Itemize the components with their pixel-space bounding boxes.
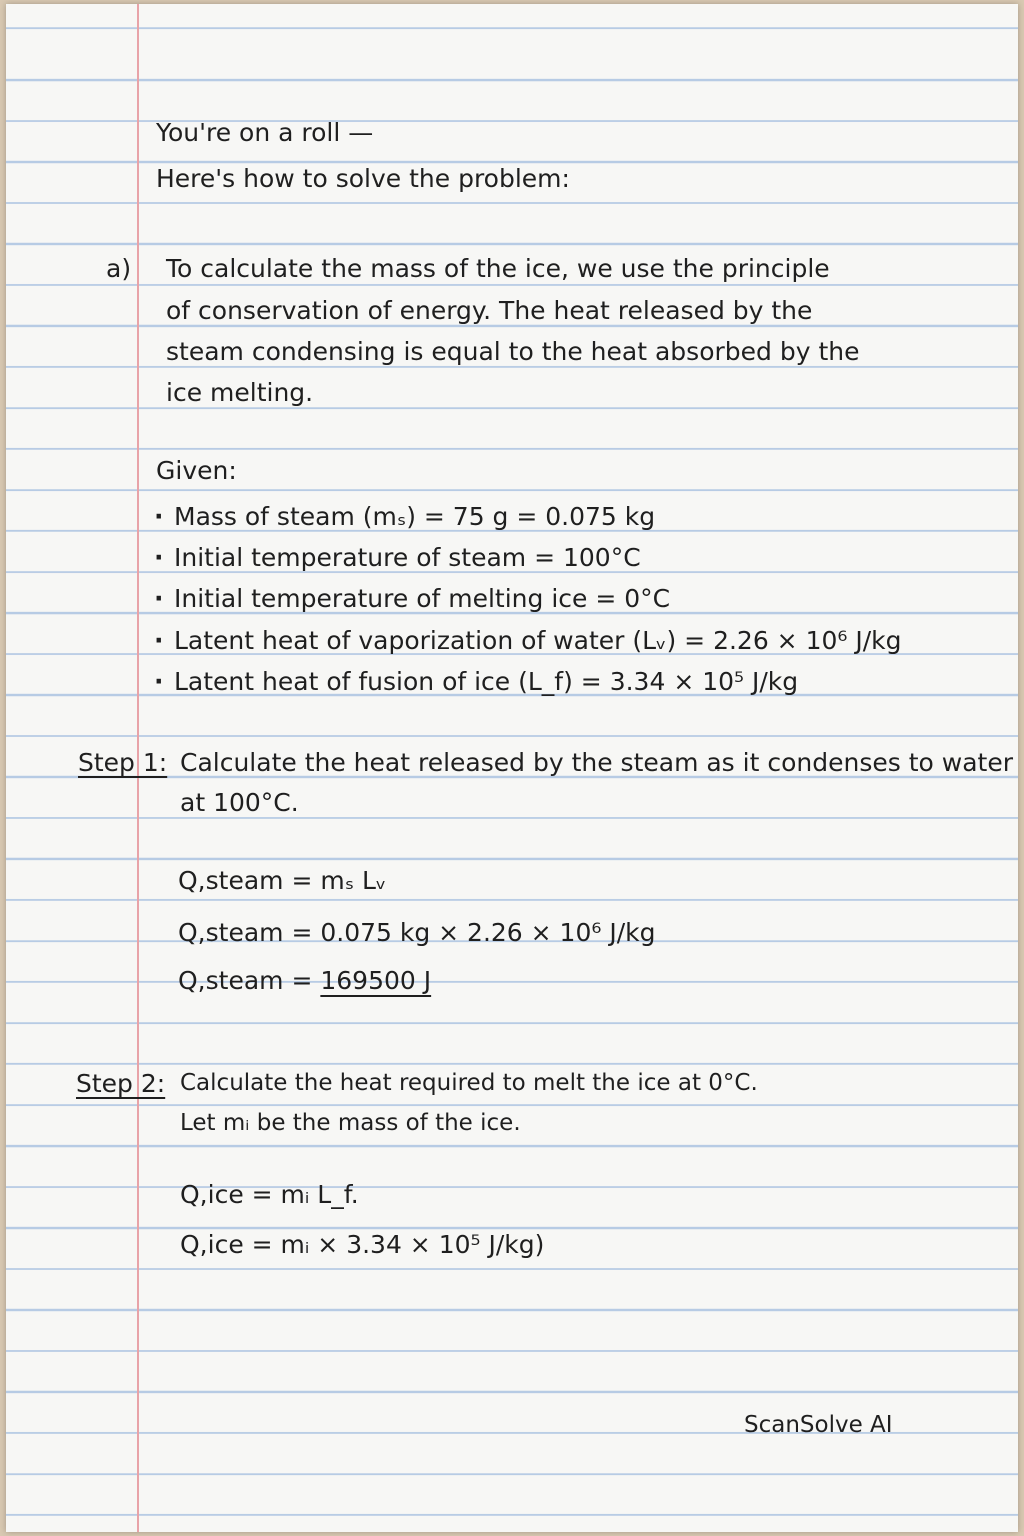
intro-line-1: You're on a roll — [156, 118, 374, 147]
step-2-equation-1: Q,ice = mᵢ L_f. [180, 1180, 359, 1209]
step-1-label: Step 1: [78, 748, 168, 777]
part-a-line-1: To calculate the mass of the ice, we use the principle [166, 254, 830, 283]
given-item: · Latent heat of fusion of ice (L_f) = 3.34 × 10⁵ J/kg [174, 667, 798, 697]
given-heading: Given: [156, 456, 237, 485]
step-2-label: Step 2: [76, 1069, 166, 1098]
intro-line-2: Here's how to solve the problem: [156, 164, 570, 193]
part-a-marker: a) [106, 254, 132, 283]
step-1-equation-3 [178, 966, 431, 996]
step-2-line-1: Calculate the heat required to melt the ice at 0°C. [180, 1070, 758, 1096]
given-item: · Mass of steam (mₛ) = 75 g = 0.075 kg [174, 502, 655, 532]
step-2-equation-2: Q,ice = mᵢ × 3.34 × 10⁵ J/kg) [180, 1230, 545, 1259]
step-2-line-2: Let mᵢ be the mass of the ice. [180, 1110, 521, 1136]
step-1-equation-2: Q,steam = 0.075 kg × 2.26 × 10⁶ J/kg [178, 918, 656, 947]
notebook-paper [6, 4, 1018, 1532]
step-1-equation-1: Q,steam = mₛ Lᵥ [178, 866, 387, 895]
given-item: · Initial temperature of steam = 100°C [174, 543, 641, 573]
brand-signature: ScanSolve AI [744, 1412, 893, 1438]
given-item: · Initial temperature of melting ice = 0°C [174, 584, 670, 614]
step-1-result: 169500 J [320, 966, 432, 995]
part-a-line-4: ice melting. [166, 378, 314, 407]
part-a-line-2: of conservation of energy. The heat released by the [166, 296, 813, 325]
step-1-line-2: at 100°C. [180, 788, 299, 817]
step-1-equation-3-lhs: Q,steam = [178, 966, 321, 995]
step-1-line-1: Calculate the heat released by the steam as it condenses to water [180, 748, 1013, 777]
given-item: · Latent heat of vaporization of water (Lᵥ) = 2.26 × 10⁶ J/kg [174, 626, 902, 656]
part-a-line-3: steam condensing is equal to the heat absorbed by the [166, 337, 860, 366]
